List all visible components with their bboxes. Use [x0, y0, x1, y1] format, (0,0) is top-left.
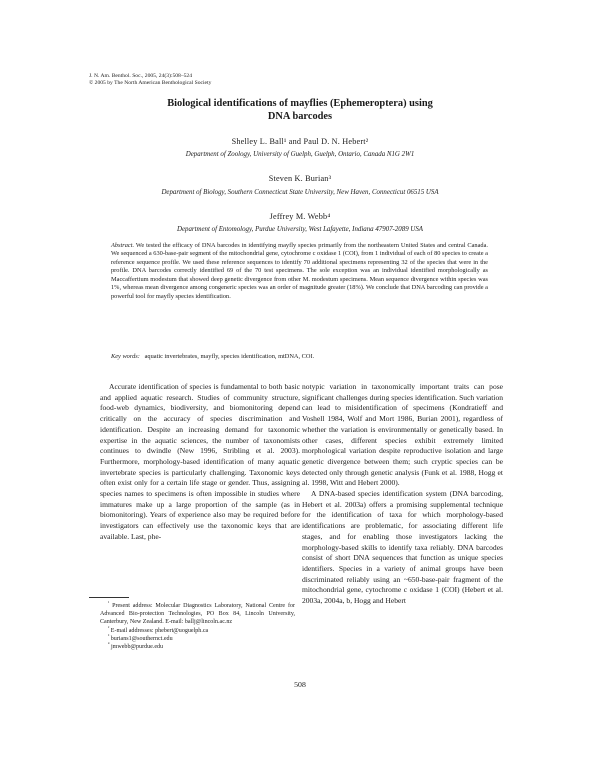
author-affiliation: Department of Biology, Southern Connecticut State University, New Haven, Connecticut 06515 USA: [161, 189, 439, 196]
footnotes: [100, 599, 295, 651]
copyright-line: © 2005 by The North American Benthological Society: [89, 80, 212, 87]
author-line: Shelley L. Ball¹ and Paul D. N. Hebert²: [231, 137, 369, 146]
article-title: [89, 98, 511, 123]
keywords-label: Key words:: [111, 353, 140, 360]
body-paragraph: Accurate identification of species is fundamental to both basic and applied aquatic research. Studies of community structure, food-web dynamics, biodiversity, and biomonitoring depend critically on the accuracy of species discrimination and identification. Despite an increasing demand for taxonomic expertise in the aquatic sciences, the number of taxonomists continues to dwindle (New 1996, Stribling et al. 2003). Furthermore, morphology-based identification of many aquatic invertebrate species is particularly challenging. Taxonomic keys often exist only for a certain life stage or gender. Thus, assigning species names to specimens is often impossible in studies where immatures make up a large proportion of the sample (as in biomonitoring). Years of experience also may be required before investigators can effectively use the taxonomic keys that are available. Last, phe-: [100, 382, 300, 541]
keywords-text: aquatic invertebrates, mayfly, species identification, mtDNA, COI.: [144, 353, 315, 360]
abstract: [111, 242, 488, 301]
footnote-mark: ²: [108, 624, 110, 630]
footnote-text: E-mail addresses: phebert@uoguelph.ca: [110, 627, 209, 634]
citation-line: J. N. Am. Benthol. Soc., 2005, 24(3):508–524: [89, 73, 193, 79]
author-affiliation: Department of Entomology, Purdue University, West Lafayette, Indiana 47907-2089 USA: [177, 226, 423, 233]
journal-citation: [89, 73, 211, 88]
body-column-left: [100, 382, 300, 543]
footnote: [100, 599, 295, 627]
abstract-text: We tested the efficacy of DNA barcodes in identifying mayfly species primarily from the northeastern United States and central Canada. We sequenced a 630-base-pair segment of the mitochondrial gene, cytochrome c oxidase 1 (COI), from 1 individual of each of 80 species to create a reference sequence profile. We used these reference sequences to identify 70 additional specimens representing 32 of the species that were in the profile. DNA barcodes correctly identified 69 of the 70 test specimens. The sole exception was an individual identified morphologically as Maccaffertium modestum that showed deep genetic divergence from other M. modestum specimens. Mean sequence divergence within species was 1%, whereas mean divergence among congeneric species was an order of magnitude greater (18%). We conclude that DNA barcoding can provide a powerful tool for mayfly species identification.: [111, 242, 488, 300]
abstract-label: Abstract.: [111, 242, 135, 249]
footnote-mark: ³: [108, 632, 110, 638]
footnote-mark: ¹: [108, 599, 110, 605]
author-affiliation: Department of Zoology, University of Guelph, Guelph, Ontario, Canada N1G 2W1: [185, 151, 415, 158]
page-number: 508: [294, 680, 306, 689]
footnote-text: jmwebb@purdue.edu: [110, 644, 164, 651]
author-line: Jeffrey M. Webb⁴: [269, 212, 331, 221]
footnote-text: burians1@southernct.edu: [110, 635, 173, 642]
author-line: Steven K. Burian³: [268, 174, 332, 183]
footnote-text: Present address: Molecular Diagnostics Laboratory, National Centre for Advanced Bio-protection Technologies, PO Box 84, Lincoln University, Canterbury, New Zealand. E-mail: ballj@lincoln.ac.nz: [100, 603, 295, 626]
footnote: [100, 632, 295, 643]
keywords: [111, 353, 488, 360]
title-line: Biological identifications of mayflies (Ephemeroptera) using: [167, 98, 433, 109]
body-paragraph: A DNA-based species identification system (DNA barcoding, Hebert et al. 2003a) offers a promising supplemental technique for the identification of taxa for which morphology-based identifications are problematic, for associating different life stages, and for enabling those investigators lacking the morphology-based skills to identify taxa reliably. DNA barcodes consist of short DNA sequences that function as unique species identifiers. Species in a variety of animal groups have been discriminated reliably using an ~650-base-pair fragment of the mitochondrial gene, cytochrome c oxidase 1 (COI) (Hebert et al. 2003a, 2004a, b, Hogg and Hebert: [302, 489, 503, 606]
footnote-divider: [89, 597, 129, 598]
footnote: [100, 643, 295, 651]
title-line: DNA barcodes: [267, 110, 333, 122]
body-column-right: [302, 382, 503, 607]
body-paragraph: notypic variation in taxonomically important traits can pose significant challenges during species identification. Such variation can lead to misidentification of specimens (Kondratieff and Voshell 1984, Wolf and Mort 1986, Burian 2001), regardless of whether the variation is environmentally or genetically based. In other cases, different species exhibit extremely limited morphological variation despite reproductive isolation and large genetic divergence between them; such cryptic species can be detected only through genetic analysis (Funk et al. 1988, Hogg et al. 1998, Witt and Hebert 2000).: [302, 382, 503, 488]
footnote: [100, 624, 295, 635]
footnote-mark: ⁴: [108, 641, 110, 646]
